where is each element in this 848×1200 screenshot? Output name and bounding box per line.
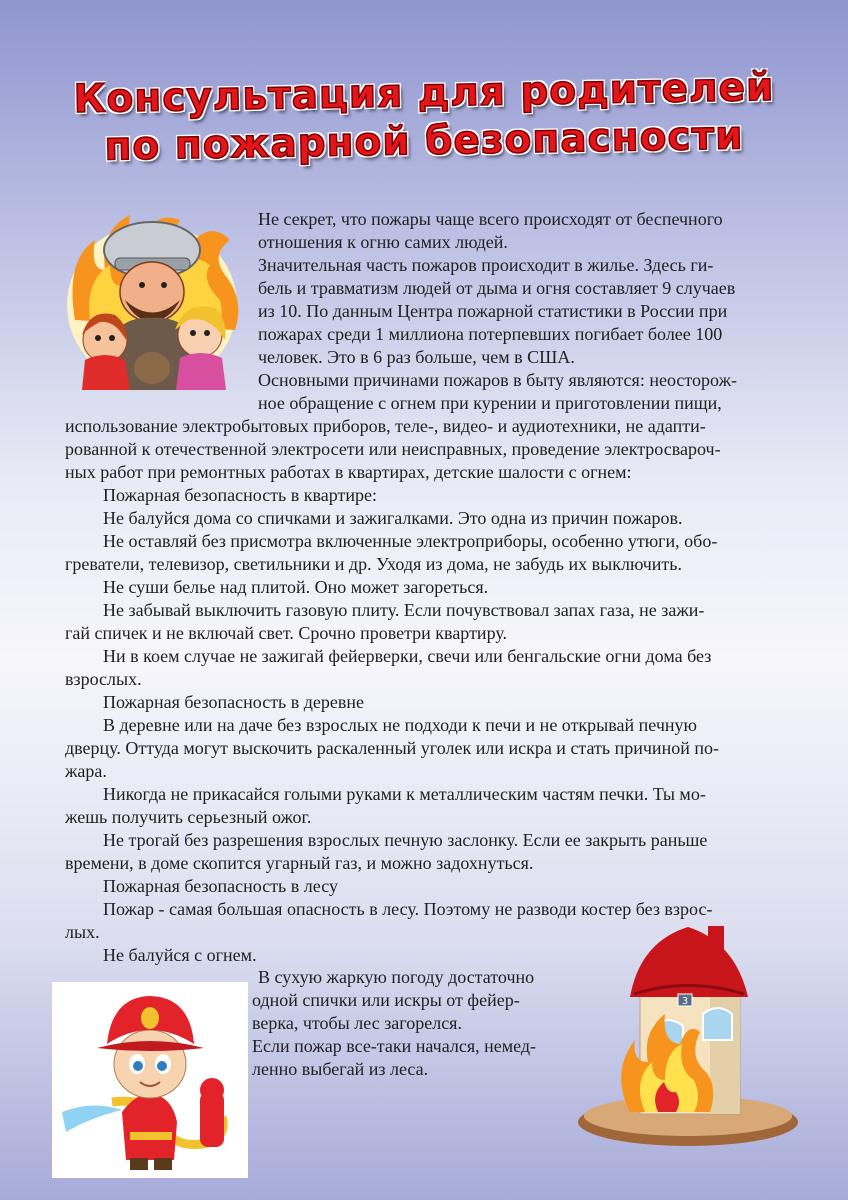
text-line: Не суши белье над плитой. Оно может загореться. xyxy=(103,577,489,597)
burning-house-illustration xyxy=(570,922,810,1152)
text-line: использование электробытовых приборов, теле-, видео- и аудиотехники, не адапти- xyxy=(65,416,706,436)
boy-firefighter-illustration xyxy=(52,982,248,1178)
text-line: Ни в коем случае не зажигай фейерверки, свечи или бенгальские огни дома без xyxy=(103,646,712,666)
text-line: взрослых. xyxy=(65,669,142,689)
text-line: Не секрет, что пожары чаще всего происходят от беспечного xyxy=(258,209,723,229)
text-line: Не оставляй без присмотра включенные электроприборы, особенно утюги, обо- xyxy=(103,531,718,551)
text-line: греватели, телевизор, светильники и др. Уходя из дома, не забудь их выключить. xyxy=(65,554,682,574)
text-line: ное обращение с огнем при курении и приготовлении пищи, xyxy=(258,393,722,413)
main-text xyxy=(65,392,795,967)
text-line: Не балуйся дома со спичками и зажигалками. Это одна из причин пожаров. xyxy=(103,508,683,528)
text-line: В сухую жаркую погоду достаточно xyxy=(258,967,535,987)
text-line: Значительная часть пожаров происходит в жилье. Здесь ги- xyxy=(258,255,714,275)
intro-text xyxy=(258,208,798,392)
text-line: верка, чтобы лес загорелся. xyxy=(252,1013,462,1033)
page-title xyxy=(0,64,848,170)
section-heading: Пожарная безопасность в лесу xyxy=(103,876,338,896)
text-line: времени, в доме скопится угарный газ, и можно задохнуться. xyxy=(65,853,534,873)
text-line: жешь получить серьезный ожог. xyxy=(65,807,312,827)
text-line: Не трогай без разрешения взрослых печную заслонку. Если ее закрыть раньше xyxy=(103,830,708,850)
text-line: Пожар - самая большая опасность в лесу. Поэтому не разводи костер без взрос- xyxy=(103,899,713,919)
title-line-2: по пожарной безопасности xyxy=(104,113,744,170)
text-line: жара. xyxy=(65,761,107,781)
text-line: дверцу. Оттуда могут выскочить раскаленный уголек или искра и стать причиной по- xyxy=(65,738,719,758)
text-line: из 10. По данным Центра пожарной статистики в России при xyxy=(258,301,728,321)
text-line: одной спички или искры от фейер- xyxy=(252,990,520,1010)
text-line: Не забывай выключить газовую плиту. Если почувствовал запах газа, не зажи- xyxy=(103,600,705,620)
section-heading: Пожарная безопасность в квартире: xyxy=(103,485,378,505)
text-line: ленно выбегай из леса. xyxy=(252,1059,429,1079)
section-heading: Пожарная безопасность в деревне xyxy=(103,692,365,712)
text-line: Если пожар все-таки начался, немед- xyxy=(252,1036,537,1056)
text-line: отношения к огню самих людей. xyxy=(258,232,508,252)
text-line: Никогда не прикасайся голыми руками к металлическим частям печки. Ты мо- xyxy=(103,784,706,804)
text-line: пожарах среди 1 миллиона потерпевших погибает более 100 xyxy=(258,324,723,344)
house-number: 3 xyxy=(681,996,689,1007)
text-line: Не балуйся с огнем. xyxy=(103,945,257,965)
text-line: В деревне или на даче без взрослых не подходи к печи и не открывай печную xyxy=(103,715,697,735)
text-line: рованной к отечественной электросети или неисправных, проведение электросвароч- xyxy=(65,439,721,459)
text-line: Основными причинами пожаров в быту являются: неосторож- xyxy=(258,370,737,390)
text-line: человек. Это в 6 раз больше, чем в США. xyxy=(258,347,575,367)
text-line: бель и травматизм людей от дыма и огня составляет 9 случаев xyxy=(258,278,736,298)
text-line: гай спичек и не включай свет. Срочно проветри квартиру. xyxy=(65,623,508,643)
text-line: лых. xyxy=(65,922,100,942)
closing-text xyxy=(252,966,572,1081)
title-line-1: Консультация для родителей xyxy=(73,64,775,123)
fireman-with-children-illustration xyxy=(60,200,245,395)
text-line: ных работ при ремонтных работах в квартирах, детские шалости с огнем: xyxy=(65,462,632,482)
